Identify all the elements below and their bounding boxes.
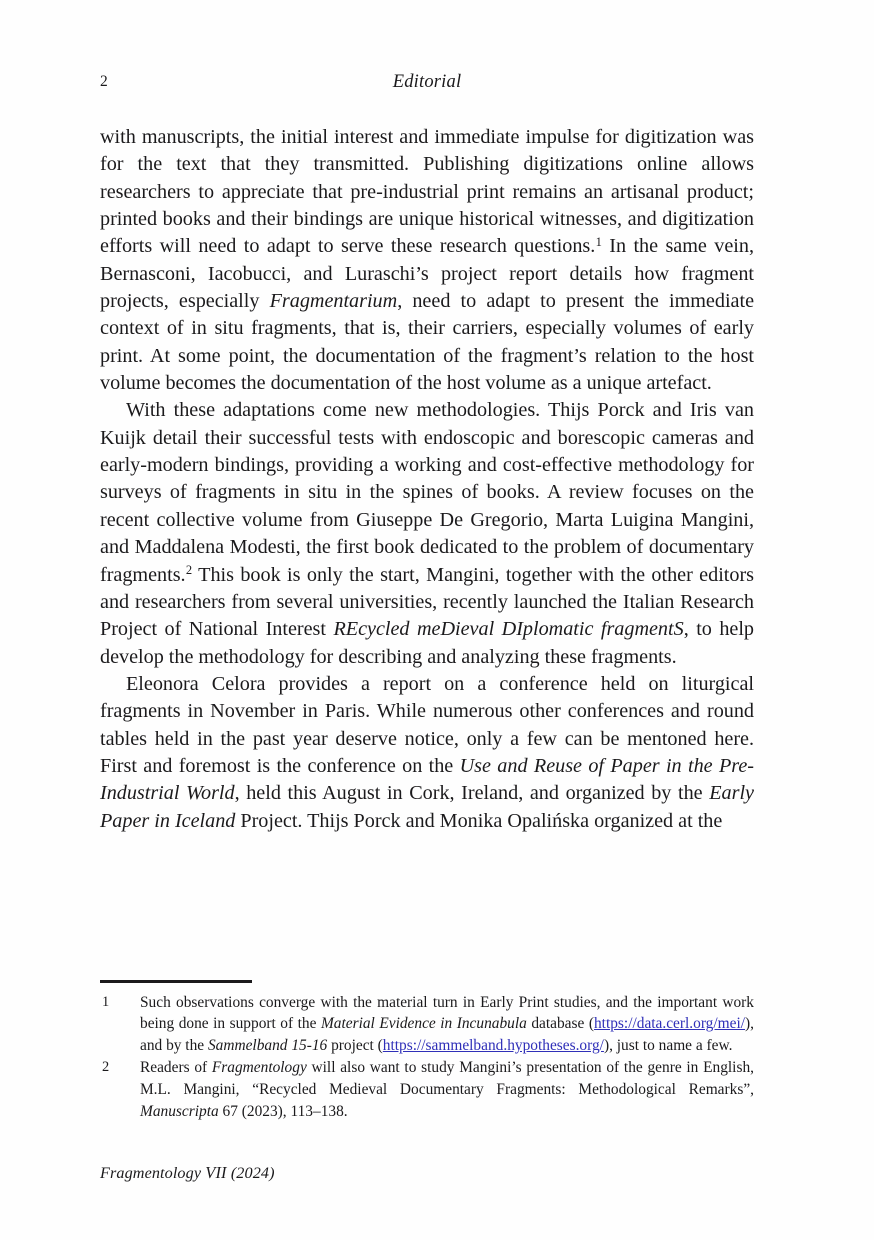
paragraph-1-part-2: In the same vein, Bernasconi, Iacobucci, and Luraschi’s project report details how fragment projects, especially <box>100 235 754 313</box>
page-footer <box>100 1163 275 1183</box>
footnote-1 <box>100 992 754 1057</box>
footnote-reference-1[interactable]: 1 <box>595 234 602 249</box>
footer-journal-title: Fragmentology <box>100 1164 202 1182</box>
footnote-1-link-cerl[interactable]: https://data.cerl.org/mei/ <box>593 1015 746 1033</box>
footnote-1-number: 1 <box>102 993 110 1010</box>
paragraph-2-italic-redi: REcycled meDieval DIplomatic fragmentS <box>333 618 684 641</box>
footnote-reference-2[interactable]: 2 <box>185 563 193 577</box>
paragraph-1-part-3: , need to adapt to present the immediate context of in situ fragments, that is, their carriers, especially volumes of early print. At some point, the documentation of the fragment’s relation to the host volume becomes the documentation of the host volume as a unique artefact. <box>100 290 755 395</box>
footnote-separator-rule <box>100 980 252 983</box>
page-number: 2 <box>100 73 108 90</box>
paragraph-3-italic-early-paper: Early Paper in Iceland <box>100 782 754 832</box>
footnote-1-part-4: project ( <box>327 1036 383 1054</box>
footer-year: (2024) <box>230 1164 275 1182</box>
paragraph-2-part-2: This book is only the start, Mangini, together with the other editors and researchers from several universities, recently launched the Italian Research Project of National Interest <box>100 563 754 641</box>
paragraph-1-italic-fragmentarium: Fragmentarium <box>269 290 398 313</box>
footnote-2-italic-fragmentology: Fragmentology <box>211 1059 307 1077</box>
footnote-area <box>100 980 754 1123</box>
paragraph-3-italic-use-and-reuse: Use and Reuse of Paper in the Pre-Industrial World <box>100 754 754 805</box>
footnote-2 <box>100 1057 754 1122</box>
paragraph-2 <box>100 397 754 670</box>
footnote-2-part-2: will also want to study Mangini’s presentation of the genre in English, M.L. Mangini, “Recycled Medieval Documentary Fragments: Methodological Remarks”, <box>140 1059 754 1098</box>
paragraph-1-part-1: with manuscripts, the initial interest and immediate impulse for digitization was for the text that they transmitted. Publishing digitizations online allows researchers to appreciate that pre-industrial print remains an artisanal product; printed books and their bindings are unique historical witnesses, and digitization efforts will need to adapt to serve these research questions. <box>100 126 754 258</box>
footnote-1-link-sammelband[interactable]: https://sammelband.hypotheses.org/ <box>382 1036 604 1054</box>
paragraph-3-part-3: Project. Thijs Porck and Monika Opalińska organized at the <box>235 809 723 832</box>
paragraph-3-part-1: Eleonora Celora provides a report on a conference held on liturgical fragments in November in Paris. While numerous other conferences and round tables held in the past year deserve notice, only a few can be mentoned here. First and foremost is the conference on the <box>100 672 754 777</box>
footnote-1-italic-mei: Material Evidence in Incunabula <box>320 1015 527 1033</box>
footnote-1-part-1: Such observations converge with the material turn in Early Print studies, and the important work being done in support of the <box>140 993 754 1033</box>
footnote-1-part-5: ), just to name a few. <box>603 1036 733 1054</box>
footnote-2-part-3: 67 (2023), 113–138. <box>218 1102 348 1120</box>
paragraph-2-part-1: With these adaptations come new methodologies. Thijs Porck and Iris van Kuijk detail their successful tests with endoscopic and borescopic cameras and early-modern bindings, providing a working and cost-effective methodology for surveys of fragments in situ in the spines of books. A review focuses on the recent collective volume from Giuseppe De Gregorio, Marta Luigina Mangini, and Maddalena Modesti, the first book dedicated to the problem of documentary fragments. <box>100 399 754 586</box>
footnote-2-number: 2 <box>102 1059 110 1076</box>
paragraph-3 <box>100 671 754 835</box>
paragraph-3-part-2: , held this August in Cork, Ireland, and organized by the <box>234 782 710 805</box>
footnote-1-part-2: database ( <box>526 1015 594 1033</box>
footer-volume: VII <box>205 1163 227 1182</box>
paragraph-1 <box>100 124 754 397</box>
footnote-2-italic-manuscripta: Manuscripta <box>140 1102 219 1120</box>
paragraph-2-part-3: , to help develop the methodology for describing and analyzing these fragments. <box>100 618 755 668</box>
body-text-block <box>100 124 754 835</box>
running-head <box>100 70 754 94</box>
running-head-title: Editorial <box>392 72 462 92</box>
footnote-2-part-1: Readers of <box>140 1059 212 1077</box>
footnote-1-italic-sammelband: Sammelband 15-16 <box>207 1036 328 1054</box>
footnote-1-part-3: ), and by the <box>140 1015 754 1054</box>
